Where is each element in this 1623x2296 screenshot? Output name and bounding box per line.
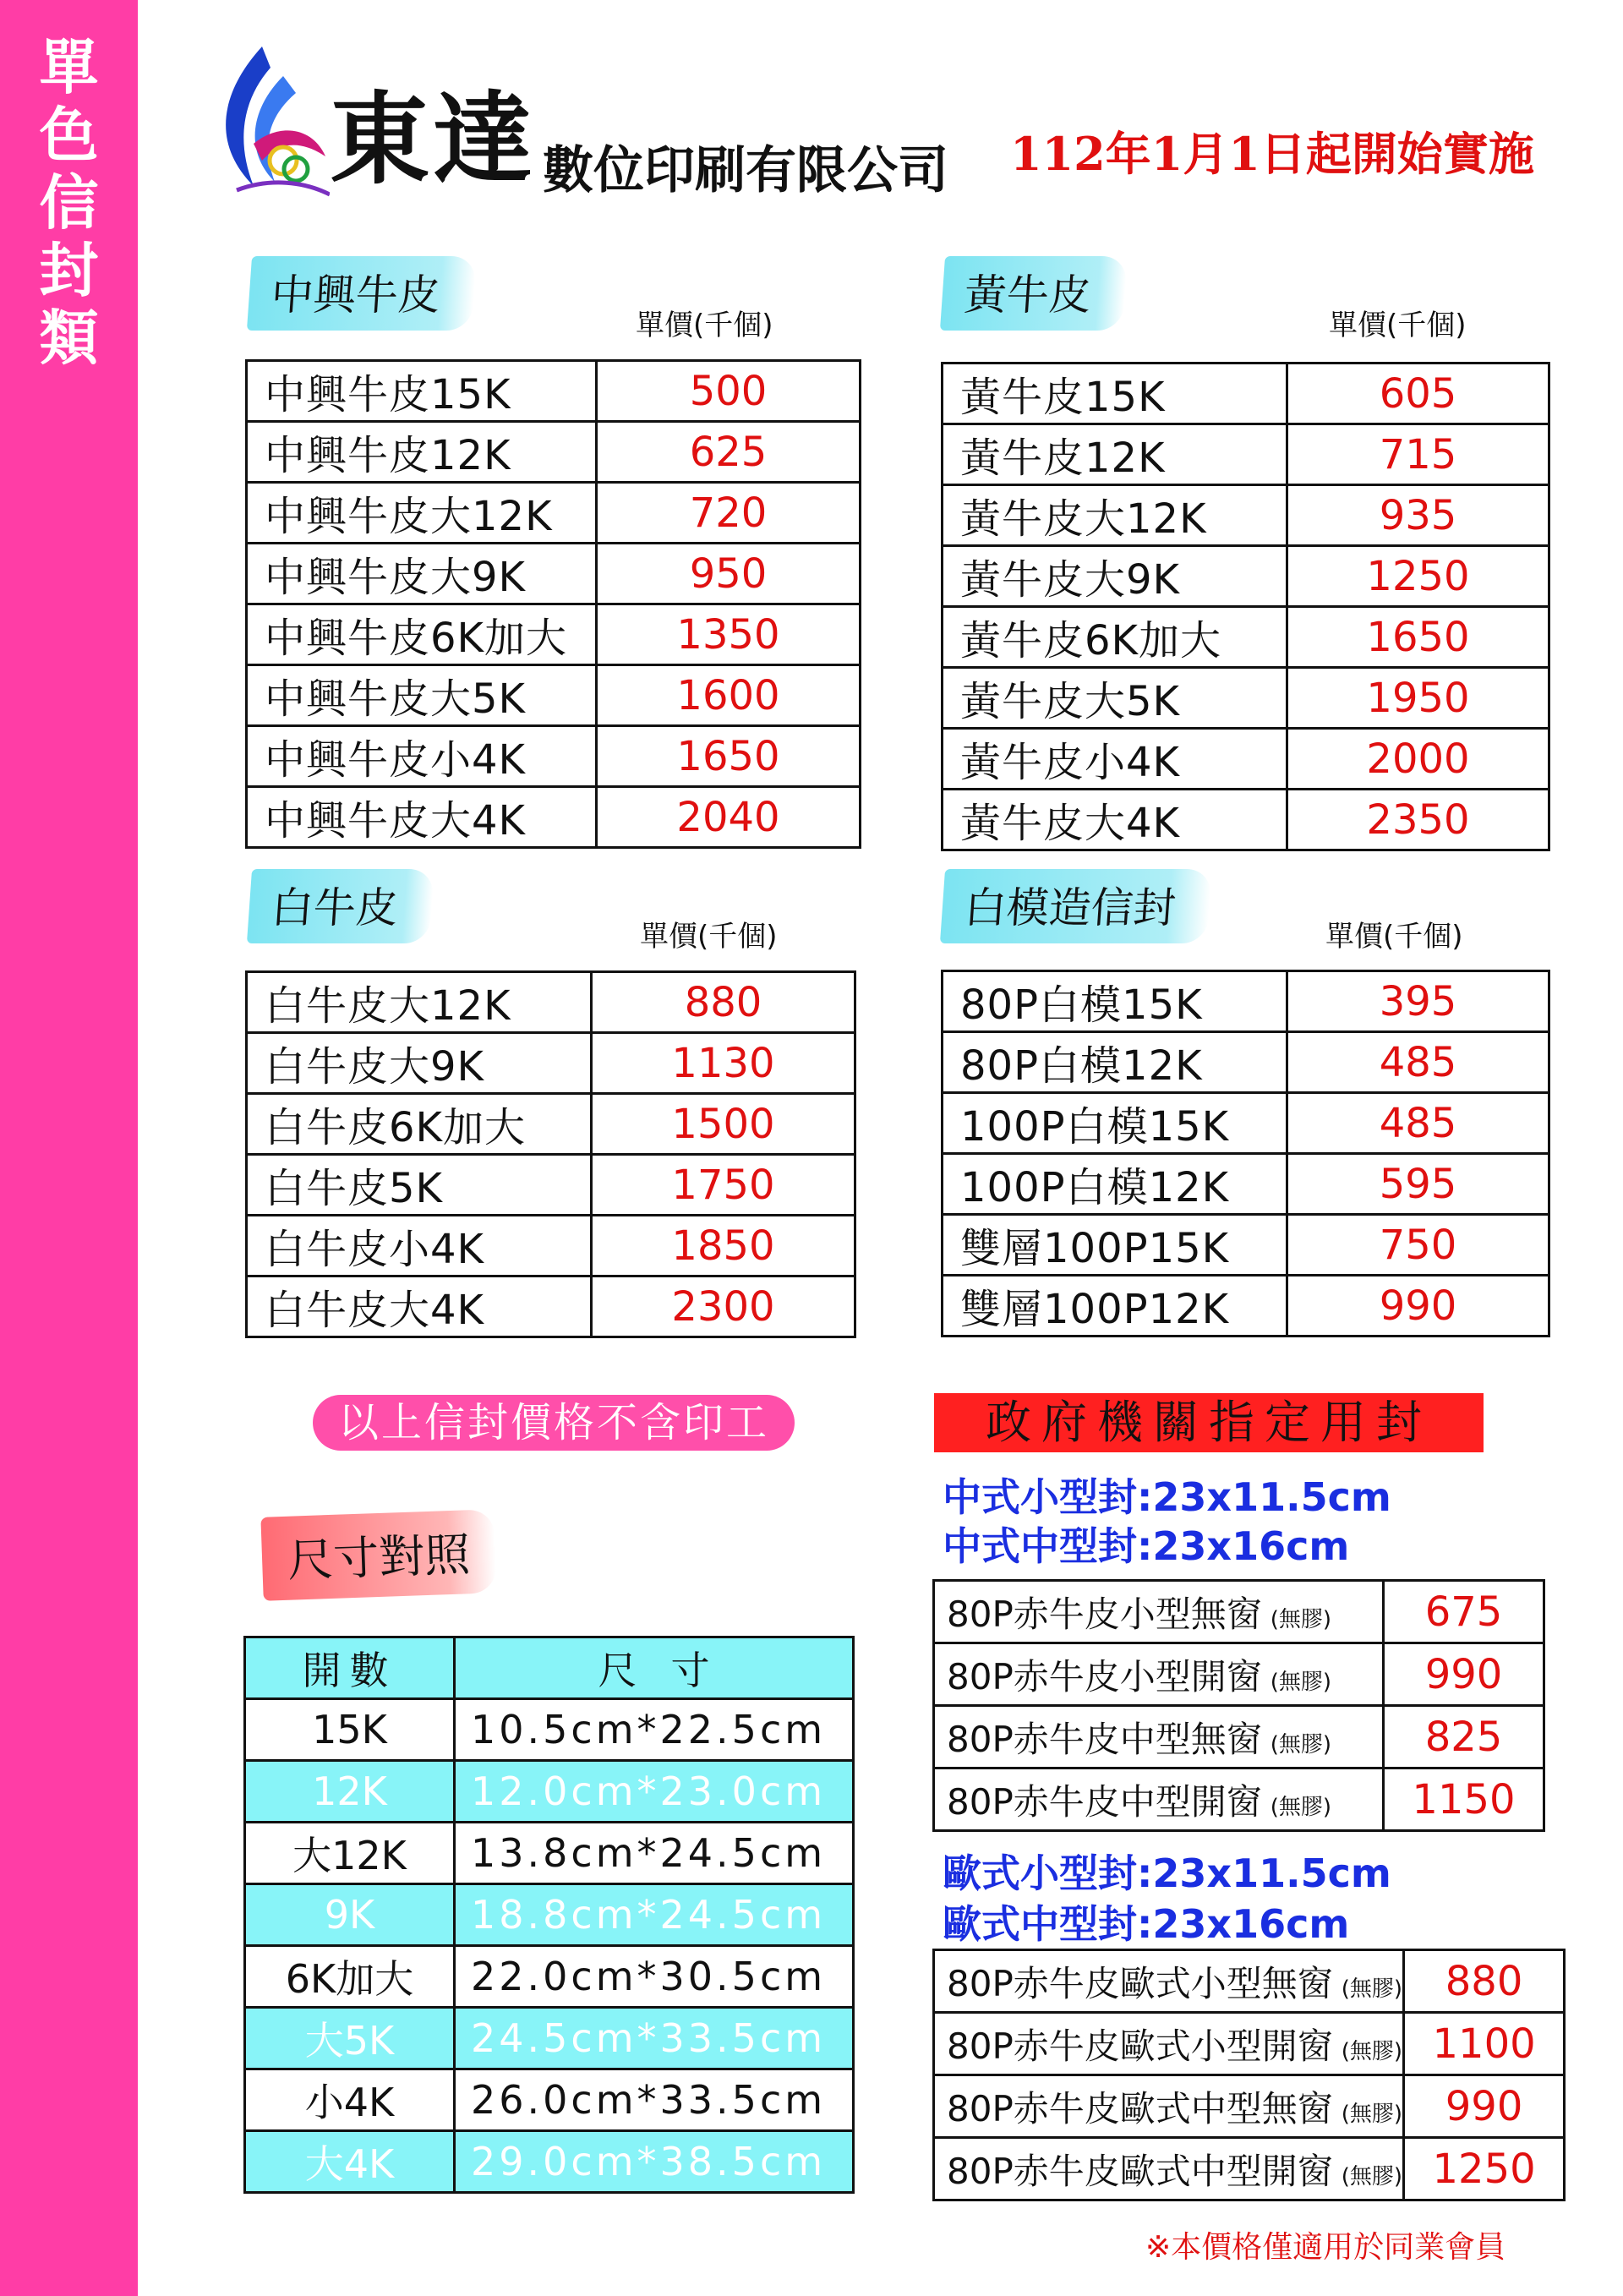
size-count: 9K xyxy=(245,1884,455,1946)
item-name-cell xyxy=(934,2013,1404,2075)
table-row xyxy=(245,2008,854,2069)
table-row xyxy=(943,424,1549,485)
item-name: 黃牛皮大4K xyxy=(943,790,1287,850)
size-dimension: 22.0cm*30.5cm xyxy=(455,1946,854,2008)
item-name: 黃牛皮12K xyxy=(943,424,1287,485)
table-row xyxy=(943,668,1549,729)
size-table xyxy=(243,1636,855,2194)
header-size: 尺寸 xyxy=(455,1637,854,1699)
table-row xyxy=(247,726,861,787)
company-name-main: 東達 xyxy=(330,80,537,198)
item-tag: (無膠) xyxy=(1341,2101,1403,2127)
unit-label: 單價(千個) xyxy=(640,920,778,954)
size-count: 12K xyxy=(245,1761,455,1823)
table-row xyxy=(245,1884,854,1946)
table-row xyxy=(934,1643,1544,1706)
item-name: 80P赤牛皮歐式小型無窗 xyxy=(947,1962,1333,2004)
item-tag: (無膠) xyxy=(1270,1731,1332,1758)
size-count: 15K xyxy=(245,1699,455,1761)
item-name: 中興牛皮15K xyxy=(247,361,597,422)
table-row xyxy=(247,422,861,483)
size-table-header xyxy=(245,1637,854,1699)
table-row xyxy=(943,1154,1549,1215)
price-table-zhongxing xyxy=(245,359,861,849)
gov-chinese-table xyxy=(932,1579,1545,1832)
size-dimension: 26.0cm*33.5cm xyxy=(455,2069,854,2131)
table-row xyxy=(943,1276,1549,1337)
item-name: 80P白模15K xyxy=(943,971,1287,1032)
item-price: 1150 xyxy=(1384,1768,1544,1831)
chinese-small-spec: 中式小型封:23x11.5cm xyxy=(943,1474,1391,1520)
table-row xyxy=(245,1699,854,1761)
item-price: 1250 xyxy=(1287,546,1549,607)
item-name: 80P赤牛皮歐式小型開窗 xyxy=(947,2025,1333,2067)
item-name: 白牛皮6K加大 xyxy=(247,1094,592,1155)
table-row xyxy=(245,2131,854,2193)
section-title-baimo: 白模造信封 xyxy=(940,869,1212,943)
table-row xyxy=(943,729,1549,790)
section-title-zhongxing: 中興牛皮 xyxy=(247,256,477,331)
item-price: 595 xyxy=(1287,1154,1549,1215)
sidebar-char: 類 xyxy=(39,303,99,373)
item-name: 黃牛皮6K加大 xyxy=(943,607,1287,668)
item-price: 1950 xyxy=(1287,668,1549,729)
item-price: 720 xyxy=(597,483,861,544)
item-price: 880 xyxy=(592,972,855,1033)
item-name: 白牛皮小4K xyxy=(247,1216,592,1276)
chinese-medium-spec: 中式中型封:23x16cm xyxy=(943,1523,1350,1569)
item-price: 1250 xyxy=(1404,2138,1565,2200)
unit-label: 單價(千個) xyxy=(1329,309,1467,342)
effective-date: 112年1月1日起開始實施 xyxy=(1010,127,1534,181)
item-price: 1100 xyxy=(1404,2013,1565,2075)
item-name: 80P赤牛皮歐式中型開窗 xyxy=(947,2150,1333,2192)
item-price: 1750 xyxy=(592,1155,855,1216)
header-count: 開數 xyxy=(245,1637,455,1699)
item-price: 935 xyxy=(1287,485,1549,546)
table-row xyxy=(247,972,855,1033)
size-dimension: 18.8cm*24.5cm xyxy=(455,1884,854,1946)
item-price: 1650 xyxy=(597,726,861,787)
company-name xyxy=(330,59,948,203)
item-price: 2000 xyxy=(1287,729,1549,790)
item-price: 1650 xyxy=(1287,607,1549,668)
item-price: 625 xyxy=(597,422,861,483)
table-row xyxy=(943,1093,1549,1154)
table-row xyxy=(934,2013,1565,2075)
gov-section-title: 政府機關指定用封 xyxy=(934,1393,1484,1452)
item-name-cell xyxy=(934,2138,1404,2200)
item-name: 100P白模15K xyxy=(943,1093,1287,1154)
item-name: 白牛皮大12K xyxy=(247,972,592,1033)
table-row xyxy=(247,544,861,604)
item-tag: (無膠) xyxy=(1270,1794,1332,1820)
section-title-huang: 黃牛皮 xyxy=(940,256,1128,331)
item-name: 黃牛皮小4K xyxy=(943,729,1287,790)
size-dimension: 13.8cm*24.5cm xyxy=(455,1823,854,1884)
table-row xyxy=(943,364,1549,424)
company-name-sub: 數位印刷有限公司 xyxy=(543,141,949,200)
item-tag: (無膠) xyxy=(1341,2038,1403,2064)
item-name: 黃牛皮大5K xyxy=(943,668,1287,729)
item-price: 1350 xyxy=(597,604,861,665)
item-price: 950 xyxy=(597,544,861,604)
item-name: 中興牛皮大9K xyxy=(247,544,597,604)
item-name: 中興牛皮大5K xyxy=(247,665,597,726)
item-price: 675 xyxy=(1384,1581,1544,1643)
table-row xyxy=(943,546,1549,607)
table-row xyxy=(934,2138,1565,2200)
table-row xyxy=(247,1033,855,1094)
item-price: 1850 xyxy=(592,1216,855,1276)
item-name: 80P赤牛皮小型開窗 xyxy=(947,1655,1262,1697)
size-count: 小4K xyxy=(245,2069,455,2131)
item-price: 1600 xyxy=(597,665,861,726)
item-name: 雙層100P15K xyxy=(943,1215,1287,1276)
size-dimension: 29.0cm*38.5cm xyxy=(455,2131,854,2193)
item-tag: (無膠) xyxy=(1341,2163,1403,2189)
table-row xyxy=(943,607,1549,668)
item-price: 990 xyxy=(1287,1276,1549,1337)
sidebar-char: 單 xyxy=(39,33,99,102)
item-name: 中興牛皮大4K xyxy=(247,787,597,848)
item-price: 825 xyxy=(1384,1706,1544,1768)
table-row xyxy=(943,1032,1549,1093)
item-price: 990 xyxy=(1384,1643,1544,1706)
table-row xyxy=(934,1581,1544,1643)
table-row xyxy=(247,1155,855,1216)
table-row xyxy=(943,790,1549,850)
section-title-bai: 白牛皮 xyxy=(247,869,434,943)
table-row xyxy=(247,604,861,665)
item-name: 黃牛皮大12K xyxy=(943,485,1287,546)
table-row xyxy=(934,1950,1565,2013)
item-name-cell xyxy=(934,1706,1384,1768)
table-row xyxy=(934,2075,1565,2138)
table-row xyxy=(943,971,1549,1032)
item-price: 395 xyxy=(1287,971,1549,1032)
sidebar-title xyxy=(0,34,138,372)
item-tag: (無膠) xyxy=(1341,1976,1403,2002)
item-price: 500 xyxy=(597,361,861,422)
euro-small-spec: 歐式小型封:23x11.5cm xyxy=(943,1850,1391,1896)
item-name-cell xyxy=(934,1950,1404,2013)
table-row xyxy=(247,483,861,544)
size-count: 大12K xyxy=(245,1823,455,1884)
unit-label: 單價(千個) xyxy=(1325,920,1463,954)
price-note-badge: 以上信封價格不含印工 xyxy=(313,1395,795,1451)
item-name: 黃牛皮大9K xyxy=(943,546,1287,607)
item-price: 1130 xyxy=(592,1033,855,1094)
table-row xyxy=(247,1094,855,1155)
item-name-cell xyxy=(934,1768,1384,1831)
size-count: 大4K xyxy=(245,2131,455,2193)
table-row xyxy=(934,1768,1544,1831)
item-price: 485 xyxy=(1287,1093,1549,1154)
table-row xyxy=(245,1946,854,2008)
price-table-huang xyxy=(941,362,1550,851)
table-row xyxy=(247,787,861,848)
table-row xyxy=(245,1823,854,1884)
footnote: ※本價格僅適用於同業會員 xyxy=(1145,2230,1506,2265)
item-name: 黃牛皮15K xyxy=(943,364,1287,424)
item-price: 2040 xyxy=(597,787,861,848)
item-name: 白牛皮大9K xyxy=(247,1033,592,1094)
size-dimension: 24.5cm*33.5cm xyxy=(455,2008,854,2069)
sidebar-char: 封 xyxy=(39,236,99,305)
table-row xyxy=(943,1215,1549,1276)
item-price: 2350 xyxy=(1287,790,1549,850)
item-tag: (無膠) xyxy=(1270,1606,1332,1632)
item-name: 中興牛皮12K xyxy=(247,422,597,483)
item-name: 中興牛皮小4K xyxy=(247,726,597,787)
item-price: 605 xyxy=(1287,364,1549,424)
item-name: 中興牛皮6K加大 xyxy=(247,604,597,665)
sidebar xyxy=(0,0,138,2296)
item-name: 80P赤牛皮中型無窗 xyxy=(947,1718,1262,1760)
price-table-baimo xyxy=(941,970,1550,1337)
table-row xyxy=(934,1706,1544,1768)
size-dimension: 12.0cm*23.0cm xyxy=(455,1761,854,1823)
item-name-cell xyxy=(934,1643,1384,1706)
size-table-title: 尺寸對照 xyxy=(260,1509,496,1601)
item-price: 715 xyxy=(1287,424,1549,485)
euro-medium-spec: 歐式中型封:23x16cm xyxy=(943,1901,1350,1947)
item-price: 750 xyxy=(1287,1215,1549,1276)
item-name: 80P白模12K xyxy=(943,1032,1287,1093)
item-name: 白牛皮5K xyxy=(247,1155,592,1216)
item-price: 2300 xyxy=(592,1276,855,1337)
item-price: 880 xyxy=(1404,1950,1565,2013)
item-name-cell xyxy=(934,1581,1384,1643)
size-count: 大5K xyxy=(245,2008,455,2069)
item-name-cell xyxy=(934,2075,1404,2138)
unit-label: 單價(千個) xyxy=(636,309,773,342)
sidebar-char: 色 xyxy=(39,101,99,170)
item-price: 485 xyxy=(1287,1032,1549,1093)
table-row xyxy=(943,485,1549,546)
table-row xyxy=(247,1276,855,1337)
item-name: 100P白模12K xyxy=(943,1154,1287,1215)
table-row xyxy=(247,665,861,726)
item-price: 990 xyxy=(1404,2075,1565,2138)
item-name: 中興牛皮大12K xyxy=(247,483,597,544)
item-tag: (無膠) xyxy=(1270,1669,1332,1695)
table-row xyxy=(245,1761,854,1823)
item-price: 1500 xyxy=(592,1094,855,1155)
item-name: 80P赤牛皮中型開窗 xyxy=(947,1780,1262,1823)
item-name: 80P赤牛皮小型無窗 xyxy=(947,1593,1262,1635)
item-name: 白牛皮大4K xyxy=(247,1276,592,1337)
item-name: 80P赤牛皮歐式中型無窗 xyxy=(947,2087,1333,2129)
item-name: 雙層100P12K xyxy=(943,1276,1287,1337)
size-count: 6K加大 xyxy=(245,1946,455,2008)
price-table-bai xyxy=(245,970,856,1338)
table-row xyxy=(245,2069,854,2131)
table-row xyxy=(247,1216,855,1276)
table-row xyxy=(247,361,861,422)
size-dimension: 10.5cm*22.5cm xyxy=(455,1699,854,1761)
sidebar-char: 信 xyxy=(39,168,99,238)
company-logo xyxy=(203,42,330,203)
gov-euro-table xyxy=(932,1949,1566,2201)
